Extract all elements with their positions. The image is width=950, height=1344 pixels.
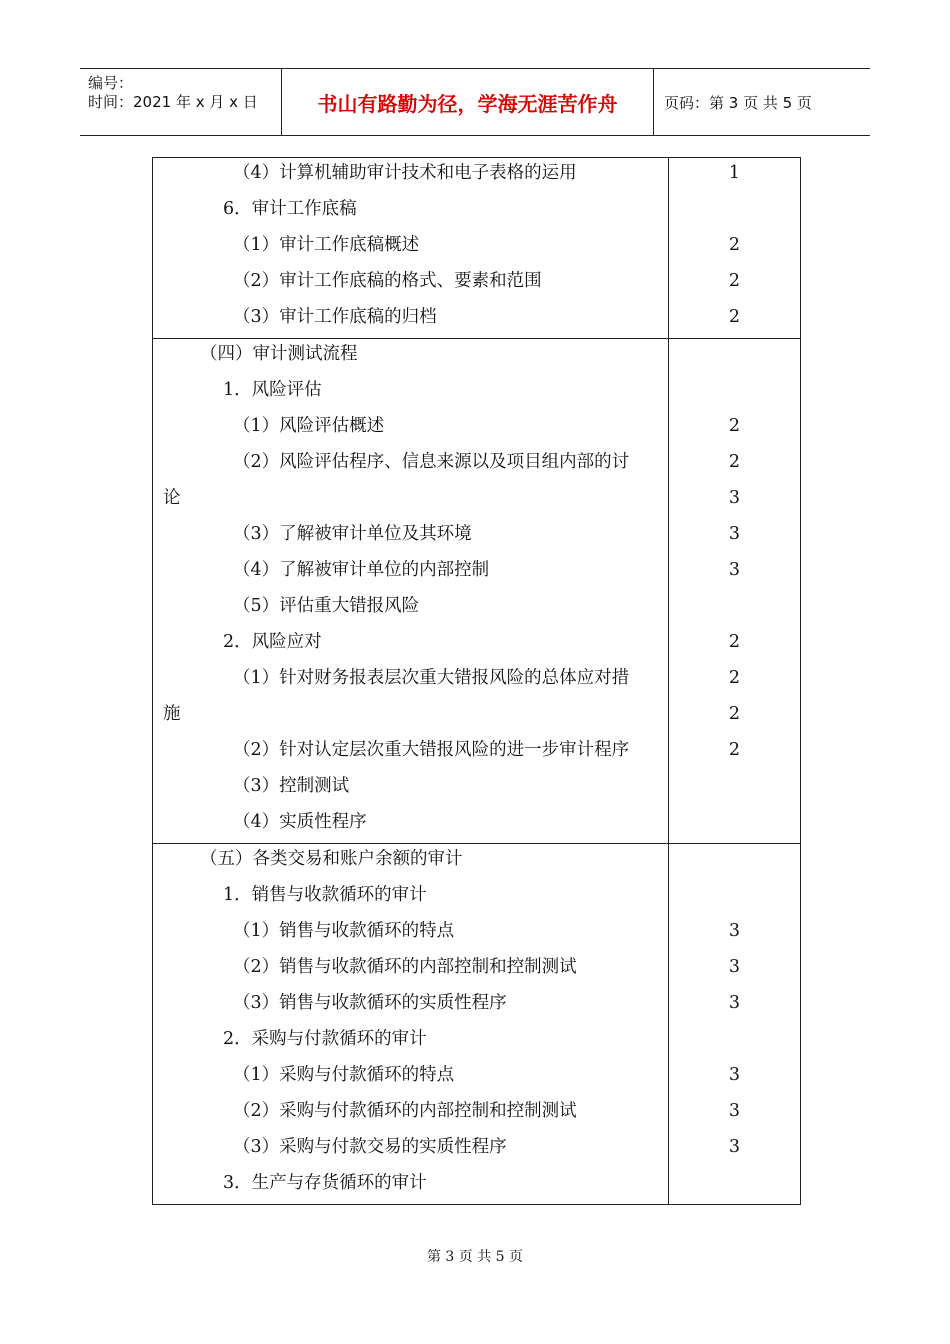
document-date: 时间：2021 年 x 月 x 日 — [88, 93, 258, 111]
topic-line: 2．风险应对 — [223, 632, 322, 652]
hours-cell — [669, 158, 801, 339]
table-row — [153, 158, 801, 339]
topic-line: （5）评估重大错报风险 — [233, 596, 420, 616]
hours-value: 2 — [728, 307, 741, 327]
hours-value: 2 — [728, 416, 741, 436]
topic-line: （2）销售与收款循环的内部控制和控制测试 — [233, 957, 577, 977]
hours-value — [669, 339, 800, 375]
topic-line: （1）采购与付款循环的特点 — [233, 1065, 455, 1085]
topic-line: （2）针对认定层次重大错报风险的进一步审计程序 — [233, 740, 630, 760]
hours-value: 2 — [728, 668, 741, 688]
syllabus-table — [152, 157, 801, 1205]
hours-cell — [669, 339, 801, 844]
hours-value: 3 — [728, 488, 741, 508]
hours-value — [669, 1024, 800, 1060]
topic-line: （1）审计工作底稿概述 — [233, 235, 420, 255]
hours-value: 3 — [728, 993, 741, 1013]
hours-value — [669, 375, 800, 411]
topic-line: （4）计算机辅助审计技术和电子表格的运用 — [233, 163, 577, 183]
topic-cell — [153, 158, 669, 339]
topic-line: （3）了解被审计单位及其环境 — [233, 524, 472, 544]
hours-value: 2 — [728, 271, 741, 291]
topic-cell — [153, 339, 669, 844]
topic-line: （2）采购与付款循环的内部控制和控制测试 — [233, 1101, 577, 1121]
topic-line: 1．风险评估 — [223, 380, 322, 400]
hours-value: 3 — [728, 921, 741, 941]
hours-value: 2 — [728, 632, 741, 652]
topic-line: 6．审计工作底稿 — [223, 199, 357, 219]
hours-value: 3 — [728, 1065, 741, 1085]
page-header — [80, 68, 870, 136]
topic-cell — [153, 844, 669, 1205]
hours-value: 3 — [728, 1137, 741, 1157]
hours-value: 2 — [728, 235, 741, 255]
topic-line: （四）审计测试流程 — [200, 344, 358, 364]
hours-value: 3 — [728, 560, 741, 580]
topic-line: （4）实质性程序 — [233, 812, 367, 832]
hours-value — [669, 194, 800, 230]
header-page-info: 页码：第 3 页 共 5 页 — [664, 93, 812, 112]
hours-value: 2 — [728, 704, 741, 724]
hours-value — [669, 1168, 800, 1204]
topic-line: 1．销售与收款循环的审计 — [223, 885, 427, 905]
topic-line: （1）风险评估概述 — [233, 416, 385, 436]
hours-value — [669, 591, 800, 627]
topic-line: 2．采购与付款循环的审计 — [223, 1029, 427, 1049]
hours-value: 1 — [728, 163, 741, 183]
hours-value: 3 — [728, 524, 741, 544]
hours-value — [669, 807, 800, 843]
header-motto: 书山有路勤为径，学海无涯苦作舟 — [282, 69, 654, 135]
hours-value: 3 — [728, 957, 741, 977]
hours-value — [669, 771, 800, 807]
hours-value — [669, 844, 800, 880]
document-code-label: 编号： — [88, 74, 134, 92]
topic-line: （1）销售与收款循环的特点 — [233, 921, 455, 941]
topic-line: （3）采购与付款交易的实质性程序 — [233, 1137, 507, 1157]
topic-line: （2）审计工作底稿的格式、要素和范围 — [233, 271, 542, 291]
topic-line: 3．生产与存货循环的审计 — [223, 1173, 427, 1193]
topic-line: （五）各类交易和账户余额的审计 — [200, 849, 463, 869]
hours-value — [669, 880, 800, 916]
table-row — [153, 339, 801, 844]
hours-value: 2 — [728, 740, 741, 760]
topic-line: （4）了解被审计单位的内部控制 — [233, 560, 490, 580]
header-meta — [80, 69, 282, 135]
topic-line: （2）风险评估程序、信息来源以及项目组内部的讨 — [233, 452, 630, 472]
topic-line: 施 — [163, 704, 181, 724]
hours-value: 2 — [728, 452, 741, 472]
table-row — [153, 844, 801, 1205]
page-footer: 第 3 页 共 5 页 — [426, 1249, 524, 1265]
topic-line: （3）控制测试 — [233, 776, 350, 796]
hours-cell — [669, 844, 801, 1205]
hours-value: 3 — [728, 1101, 741, 1121]
topic-line: （1）针对财务报表层次重大错报风险的总体应对措 — [233, 668, 630, 688]
topic-line: 论 — [163, 488, 181, 508]
topic-line: （3）销售与收款循环的实质性程序 — [233, 993, 507, 1013]
topic-line: （3）审计工作底稿的归档 — [233, 307, 437, 327]
